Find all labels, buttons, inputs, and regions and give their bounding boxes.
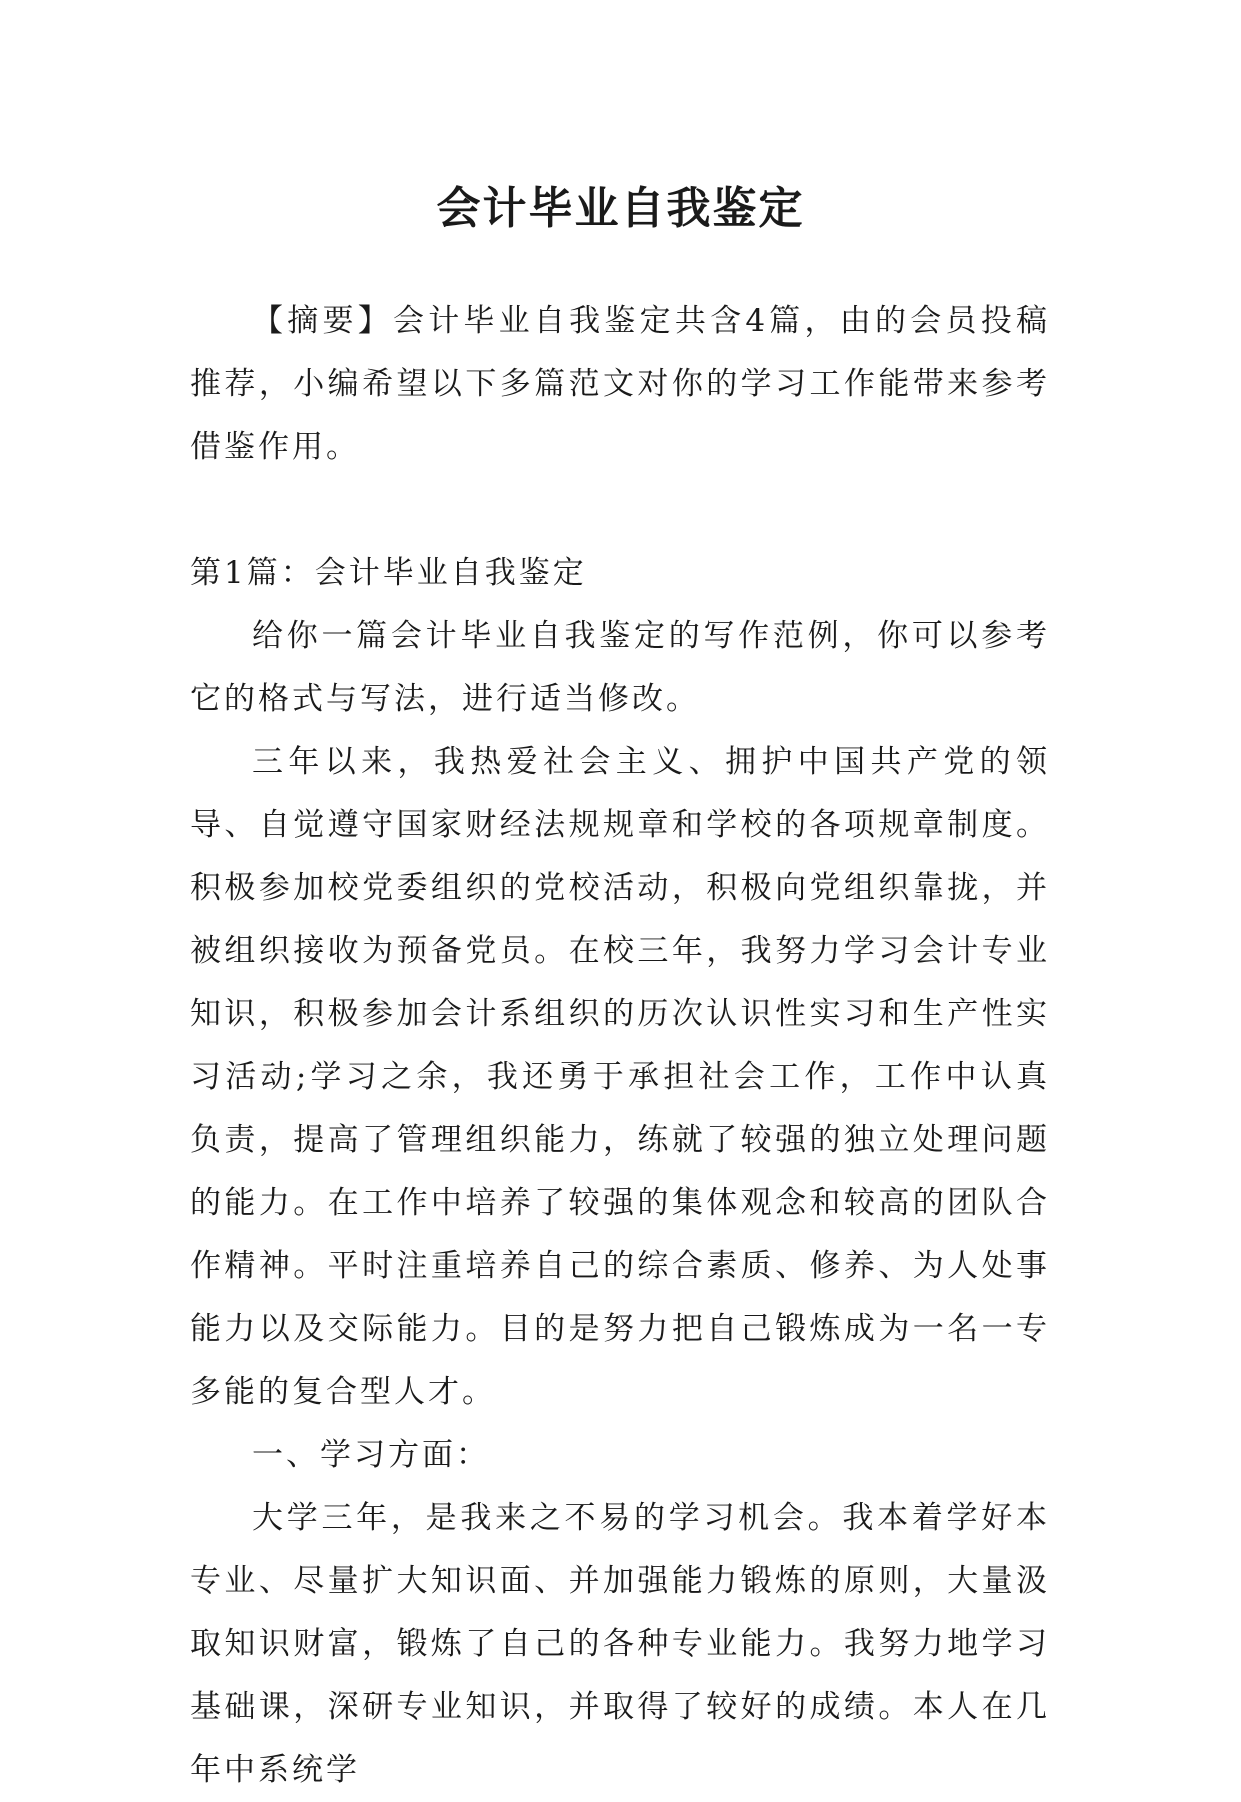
body-paragraph: 大学三年，是我来之不易的学习机会。我本着学好本专业、尽量扩大知识面、并加强能力锻炼的原则，大量汲取知识财富，锻炼了自己的各种专业能力。我努力地学习基础课，深研专业知识，并取得了较好的成绩。本人在几年中系统学 bbox=[190, 1500, 1050, 1788]
body-paragraph: 给你一篇会计毕业自我鉴定的写作范例，你可以参考它的格式与写法，进行适当修改。 bbox=[190, 618, 1050, 717]
body-paragraph: 三年以来，我热爱社会主义、拥护中国共产党的领导、自觉遵守国家财经法规规章和学校的各项规章制度。积极参加校党委组织的党校活动，积极向党组织靠拢，并被组织接收为预备党员。在校三年，我努力学习会计专业知识，积极参加会计系组织的历次认识性实习和生产性实习活动;学习之余，我还勇于承担社会工作，工作中认真负责，提高了管理组织能力，练就了较强的独立处理问题的能力。在工作中培养了较强的集体观念和较高的团队合作精神。平时注重培养自己的综合素质、修养、为人处事能力以及交际能力。目的是努力把自己锻炼成为一名一专多能的复合型人才。 bbox=[190, 744, 1050, 1410]
abstract-paragraph: 【摘要】会计毕业自我鉴定共含4篇，由的会员投稿推荐，小编希望以下多篇范文对你的学习工作能带来参考借鉴作用。 bbox=[190, 303, 1050, 465]
document-title: 会计毕业自我鉴定 bbox=[436, 183, 805, 235]
document-body bbox=[190, 290, 1050, 1802]
section-heading: 第1篇：会计毕业自我鉴定 bbox=[190, 555, 587, 591]
subheading-paragraph: 一、学习方面： bbox=[252, 1437, 490, 1473]
